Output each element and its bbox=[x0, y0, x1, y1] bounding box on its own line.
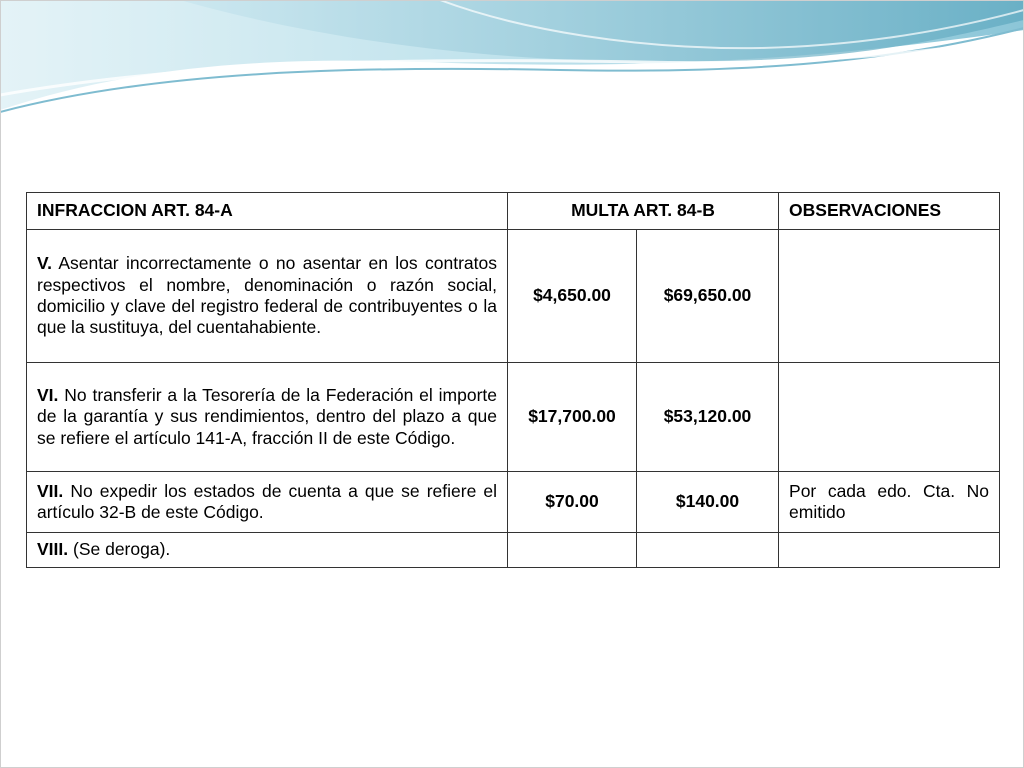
header-multa: MULTA ART. 84-B bbox=[508, 193, 779, 230]
observaciones-cell: Por cada edo. Cta. No emitido bbox=[779, 472, 1000, 533]
multa-minima: $17,700.00 bbox=[508, 363, 637, 472]
header-infraccion: INFRACCION ART. 84-A bbox=[27, 193, 508, 230]
multa-minima bbox=[508, 533, 637, 568]
table-row bbox=[27, 363, 1000, 472]
infraccion-cell bbox=[27, 472, 508, 533]
infraccion-text: Asentar incorrectamente o no asentar en los contratos respectivos el nombre, denominación o razón social, domicilio y clave del registro federal de contribuyentes o la que la sustituya, del cuentahabiente. bbox=[37, 253, 497, 338]
infraccion-text: No transferir a la Tesorería de la Federación el importe de la garantía y sus rendimientos, dentro del plazo a que se refiere el artículo 141-A, fracción II de este Código. bbox=[37, 384, 497, 448]
header-observaciones: OBSERVACIONES bbox=[779, 193, 1000, 230]
header-wave-decoration bbox=[0, 0, 1024, 120]
table-row bbox=[27, 230, 1000, 363]
fines-table bbox=[26, 192, 1000, 568]
multa-maxima: $140.00 bbox=[637, 472, 779, 533]
table-header-row bbox=[27, 193, 1000, 230]
multa-minima: $70.00 bbox=[508, 472, 637, 533]
numeral: VII. bbox=[37, 480, 64, 501]
numeral: VI. bbox=[37, 384, 59, 405]
multa-maxima: $53,120.00 bbox=[637, 363, 779, 472]
multa-maxima bbox=[637, 533, 779, 568]
observaciones-cell bbox=[779, 363, 1000, 472]
observaciones-cell bbox=[779, 533, 1000, 568]
multa-minima: $4,650.00 bbox=[508, 230, 637, 363]
observaciones-cell bbox=[779, 230, 1000, 363]
numeral: VIII. bbox=[37, 539, 69, 560]
table-row bbox=[27, 533, 1000, 568]
multa-maxima: $69,650.00 bbox=[637, 230, 779, 363]
infraccion-cell bbox=[27, 363, 508, 472]
infraccion-text: No expedir los estados de cuenta a que se refiere el artículo 32-B de este Código. bbox=[37, 480, 497, 522]
infraccion-text: (Se deroga). bbox=[68, 539, 171, 560]
infraccion-cell bbox=[27, 230, 508, 363]
numeral: V. bbox=[37, 253, 52, 274]
table-row bbox=[27, 472, 1000, 533]
infraccion-cell bbox=[27, 533, 508, 568]
